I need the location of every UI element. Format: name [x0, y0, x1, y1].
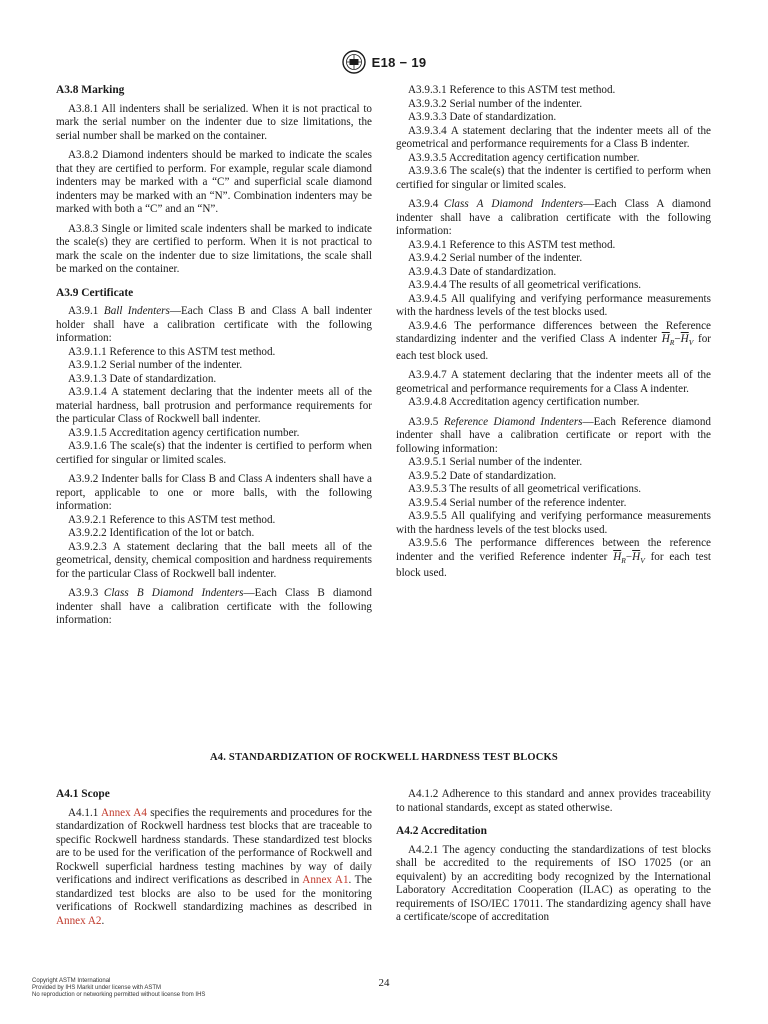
- scope-heading: A4.1 Scope: [56, 788, 110, 800]
- page-number: 24: [378, 977, 390, 989]
- clause-paragraph: [396, 293, 711, 320]
- clause-text: —Each Class B and Class A ball indenter holder shall have a calibration certificate with the following information:: [56, 305, 372, 344]
- annex-a4-link[interactable]: Annex A4: [100, 806, 147, 819]
- clause-paragraph: [396, 320, 711, 364]
- clause-paragraph: [56, 373, 372, 387]
- clause-text: A3.9.3.5 Accreditation agency certification number.: [408, 151, 640, 164]
- clause-paragraph: [56, 427, 372, 441]
- accreditation-paragraph: A4.2.1 The agency conducting the standardizations of test blocks shall be accredited to the requirements of ISO 17025 (or an equivalent) by an accrediting body recognized by the International Laboratory Accreditation Cooperation (ILAC) as operating to the requirements of ISO/IEC 17011. The standardizing agency shall have a certificate/scope of accreditation: [396, 843, 711, 923]
- clause-paragraph: [396, 125, 711, 152]
- clause-text: A3.9.4.3 Date of standardization.: [408, 265, 557, 278]
- accreditation-section: [396, 788, 711, 925]
- clause-number: A3.9.3: [68, 587, 99, 599]
- clause-text: A3.9.2 Indenter balls for Class B and Class A indenters shall have a report, applicable to one or more balls, with the following information:: [56, 473, 372, 512]
- clause-number: A3.9.1: [68, 305, 99, 317]
- accreditation-heading: A4.2 Accreditation: [396, 825, 487, 837]
- clause-text: A3.9.5.1 Serial number of the indenter.: [408, 456, 583, 469]
- clause-paragraph: [396, 483, 711, 497]
- astm-logo-icon: [342, 50, 366, 74]
- clause-title: Class B Diamond Indenters: [103, 587, 244, 599]
- clause-text: A3.8.3 Single or limited scale indenters shall be marked to indicate the scale(s) they are certified to perform. When it is not practical to mark the scale on the indenter due to size limitations, the scale shall be marked on the container.: [56, 222, 372, 275]
- clause-paragraph: [396, 396, 711, 410]
- clause-text: A3.9.1.6 The scale(s) that the indenter is certified to perform when certified for singular or limited scales.: [56, 440, 372, 466]
- left-column: [56, 84, 372, 628]
- copyright-line: Copyright ASTM International: [32, 978, 111, 984]
- clause-text: A3.9.4.8 Accreditation agency certification number.: [408, 396, 640, 409]
- provider-line: Provided by IHS Markit under license with ASTM: [32, 985, 162, 992]
- clause-paragraph: [396, 111, 711, 125]
- clause-title: Ball Indenters: [103, 305, 170, 317]
- scope-section: [56, 788, 372, 928]
- clause-paragraph: [396, 152, 711, 166]
- clause-text: A3.9.5.6 The performance differences between the reference indenter and the verified Reference indenter: [396, 537, 711, 563]
- clause-text: A3.9.5.5 All qualifying and verifying performance measurements with the hardness levels of the test blocks used.: [396, 510, 711, 536]
- clause-text: A3.9.2.2 Identification of the lot or batch.: [68, 527, 255, 539]
- clause-paragraph: [396, 266, 711, 280]
- scope-paragraph: A4.1.1 Annex A4 specifies the requirements and procedures for the standardization of Rockwell hardness test blocks that are traceable to specific Rockwell hardness standards. These standardized test blocks are to be used for the verification of the performance of Rockwell and Rockwell superficial hardness testing machines by way of daily verifications and indirect verifications as described in Annex A1. The standardized test blocks are also to be used for the monitoring verifications of Rockwell standardizing machines as described in Annex A2.: [56, 806, 373, 927]
- section-title: A4. STANDARDIZATION OF ROCKWELL HARDNESS TEST BLOCKS: [210, 752, 558, 763]
- clause-text: A3.9.1.3 Date of standardization.: [68, 372, 217, 385]
- clause-text: A3.8.2 Diamond indenters should be marked to indicate the scales that they are certified to perform. For example, regular scale diamond indenters may be marked with a “C” and superficial scale diamond indenters may be marked with an “N”. Combination indenters may be marked with both a “C” and an “N”.: [56, 149, 372, 215]
- hardness-difference-formula: $\overline{H}_R-\overline{H}_V$: [613, 550, 645, 565]
- clause-text: A3.9.3.3 Date of standardization.: [408, 111, 557, 123]
- clause-paragraph: [56, 359, 372, 373]
- clause-text: —Each Class A diamond indenter shall have a calibration certificate with the following information:: [396, 198, 711, 237]
- license-line: No reproduction or networking permitted without license from IHS: [32, 992, 206, 999]
- clause-paragraph: [56, 541, 372, 582]
- clause-text: A3.9.1.1 Reference to this ASTM test method.: [68, 345, 276, 358]
- annex-a1-link[interactable]: Annex A1: [302, 874, 349, 886]
- clause-text: A3.9.5.4 Serial number of the reference indenter.: [408, 496, 627, 509]
- clause-text: A3.9.5.3 The results of all geometrical verifications.: [408, 483, 642, 496]
- section-heading: A3.9 Certificate: [56, 286, 134, 299]
- clause-text-continued: for each test block used.: [396, 550, 712, 580]
- clause-text: A3.9.4.6 The performance differences between the Reference standardizing indenter and the verified Class A indenter: [396, 319, 711, 345]
- section-heading: A3.8 Marking: [56, 84, 125, 96]
- clause-paragraph: [396, 165, 711, 192]
- clause-text: A3.9.4.5 All qualifying and verifying performance measurements with the hardness levels of the test blocks used.: [396, 292, 711, 318]
- clause-title: Reference Diamond Indenters: [443, 415, 583, 428]
- clause-paragraph: [396, 369, 711, 396]
- clause-paragraph: [56, 386, 372, 427]
- clause-paragraph: [56, 346, 372, 360]
- clause-text: A3.9.3.4 A statement declaring that the indenter meets all of the geometrical and performance requirements for a Class B indenter.: [396, 124, 711, 150]
- clause-paragraph: [396, 510, 711, 537]
- clause-title: Class A Diamond Indenters: [443, 198, 584, 210]
- clause-text: A3.8.1 All indenters shall be serialized. When it is not practical to mark the serial number on the indenter due to size limitations, the serial number shall be marked on the container.: [56, 102, 372, 142]
- clause-paragraph: [396, 84, 711, 98]
- hardness-difference-formula: $\overline{H}_R-\overline{H}_V$: [661, 333, 694, 348]
- clause-text-continued: for each test block used.: [396, 333, 711, 362]
- clause-text: A3.9.4.1 Reference to this ASTM test method.: [408, 238, 616, 251]
- annex-a2-link[interactable]: Annex A2: [56, 914, 102, 927]
- clause-number: A3.9.5: [408, 415, 439, 428]
- standard-designation: E18 − 19: [371, 54, 427, 70]
- clause-paragraph: [396, 456, 711, 470]
- clause-text: A3.9.4.2 Serial number of the indenter.: [408, 252, 583, 264]
- clause-text: A3.9.2.1 Reference to this ASTM test method.: [68, 513, 276, 526]
- clause-text: A3.9.5.2 Date of standardization.: [408, 469, 557, 482]
- clause-paragraph: [396, 239, 711, 253]
- clause-paragraph: [396, 98, 711, 112]
- clause-paragraph: [56, 587, 372, 628]
- clause-text: —Each Class B diamond indenter shall have a calibration certificate with the following information:: [56, 587, 372, 626]
- clause-text: A3.9.1.5 Accreditation agency certification number.: [68, 426, 300, 439]
- clause-text: A3.9.3.6 The scale(s) that the indenter is certified to perform when certified for singular or limited scales.: [396, 165, 711, 191]
- clause-paragraph: [396, 416, 711, 457]
- clause-paragraph: [396, 252, 711, 266]
- right-column: [396, 84, 711, 581]
- page-header: [0, 50, 768, 74]
- clause-paragraph: [396, 279, 711, 293]
- clause-paragraph: [396, 497, 711, 511]
- clause-text: A3.9.2.3 A statement declaring that the ball meets all of the geometrical, density, chemical composition and hardness requirements for the particular Class of Rockwell ball indenter.: [56, 540, 372, 580]
- clause-text: A3.9.1.2 Serial number of the indenter.: [68, 359, 243, 371]
- clause-paragraph: [396, 537, 711, 581]
- clause-paragraph: [396, 198, 711, 239]
- clause-paragraph: [56, 305, 372, 346]
- clause-text: A3.9.4.4 The results of all geometrical verifications.: [408, 279, 642, 291]
- clause-paragraph: [56, 149, 372, 217]
- clause-text: A3.9.1.4 A statement declaring that the indenter meets all of the material hardness, ball protrusion and performance requirements for the particular Class of Rockwell ball indenter.: [56, 386, 372, 425]
- clause-paragraph: [56, 440, 372, 467]
- clause-text: A3.9.3.2 Serial number of the indenter.: [408, 97, 583, 110]
- clause-number: A3.9.4: [408, 198, 439, 210]
- clause-paragraph: [56, 103, 372, 144]
- clause-paragraph: [56, 473, 372, 514]
- clause-paragraph: [396, 470, 711, 484]
- clause-paragraph: [56, 527, 372, 541]
- clause-paragraph: [56, 514, 372, 528]
- clause-paragraph: [56, 223, 372, 277]
- clause-text: —Each Reference diamond indenter shall have a calibration certificate or report with the following information:: [396, 415, 711, 455]
- traceability-paragraph: A4.1.2 Adherence to this standard and annex provides traceability to national standards, except as stated otherwise.: [396, 788, 711, 814]
- clause-text: A3.9.4.7 A statement declaring that the indenter meets all of the geometrical and performance requirements for a Class A indenter.: [396, 369, 711, 395]
- clause-text: A3.9.3.1 Reference to this ASTM test method.: [408, 84, 616, 96]
